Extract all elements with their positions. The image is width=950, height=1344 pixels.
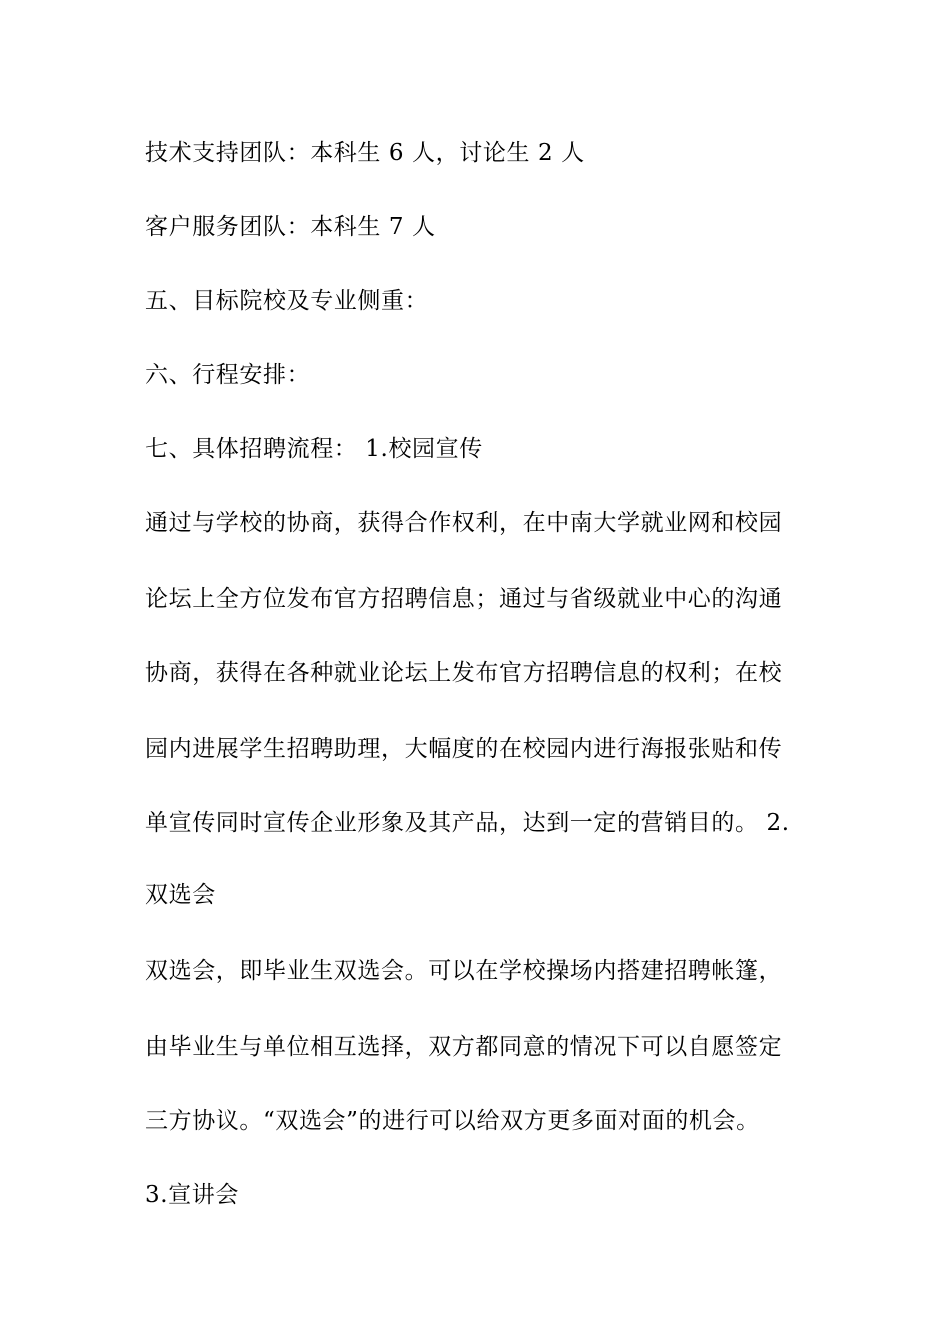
paragraph-line: 由毕业生与单位相互选择，双方都同意的情况下可以自愿签定 [145, 1034, 783, 1060]
paragraph-line: 通过与学校的协商，获得合作权利，在中南大学就业网和校园 [145, 510, 783, 536]
subheading-job-fair: 双选会 [145, 882, 216, 908]
paragraph-line: 三方协议。“双选会”的进行可以给双方更多面对面的机会。 [145, 1108, 760, 1134]
paragraph-line: 协商，获得在各种就业论坛上发布官方招聘信息的权利；在校 [145, 660, 783, 686]
subheading-presentation: 3.宣讲会 [145, 1182, 239, 1208]
section-heading-target-schools: 五、目标院校及专业侧重： [145, 288, 429, 314]
section-heading-schedule: 六、行程安排： [145, 362, 311, 388]
paragraph-line: 单宣传同时宣传企业形象及其产品，达到一定的营销目的。 2. [145, 810, 790, 836]
section-heading-recruitment-process: 七、具体招聘流程： 1.校园宣传 [145, 436, 483, 462]
text-line-tech-support-team: 技术支持团队：本科生 6 人，讨论生 2 人 [145, 140, 585, 166]
paragraph-line: 论坛上全方位发布官方招聘信息；通过与省级就业中心的沟通 [145, 586, 783, 612]
paragraph-line: 园内进展学生招聘助理，大幅度的在校园内进行海报张贴和传 [145, 736, 783, 762]
paragraph-line: 双选会，即毕业生双选会。可以在学校操场内搭建招聘帐篷， [145, 958, 783, 984]
text-line-customer-service-team: 客户服务团队：本科生 7 人 [145, 214, 436, 240]
